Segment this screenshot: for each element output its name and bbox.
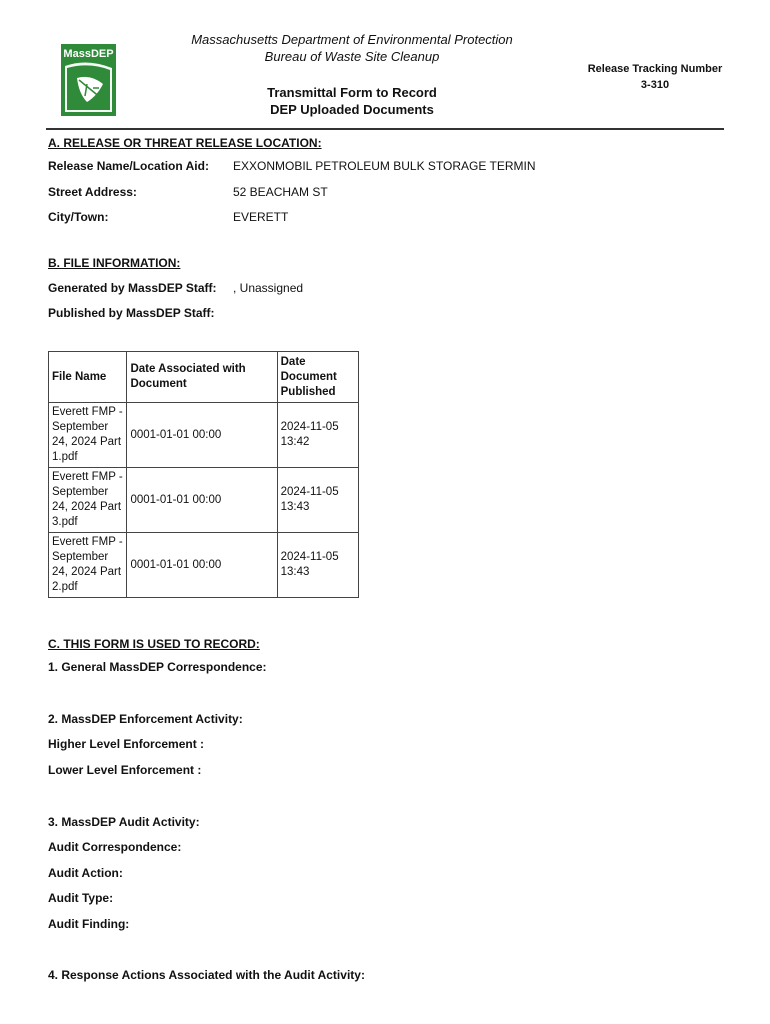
bureau-name: Bureau of Waste Site Cleanup bbox=[264, 49, 440, 64]
form-title-line1: Transmittal Form to Record bbox=[267, 85, 437, 100]
logo-text: MassDEP bbox=[63, 48, 114, 60]
section-b-heading: B. FILE INFORMATION: bbox=[48, 256, 181, 270]
date-associated-cell: 0001-01-01 00:00 bbox=[127, 533, 277, 598]
date-published-cell: 2024-11-05 13:42 bbox=[277, 403, 358, 468]
massdep-logo bbox=[57, 38, 120, 122]
response-actions-label: 4. Response Actions Associated with the Audit Activity: bbox=[48, 968, 365, 982]
department-name: Massachusetts Department of Environmental Protection bbox=[191, 32, 513, 47]
tracking-number: 3-310 bbox=[640, 79, 670, 91]
audit-correspondence-label: Audit Correspondence: bbox=[48, 840, 182, 854]
street-address-label: Street Address: bbox=[48, 185, 137, 199]
form-title-line2: DEP Uploaded Documents bbox=[270, 102, 434, 117]
col-file-name: File Name bbox=[49, 352, 127, 403]
file-name-cell: Everett FMP - September 24, 2024 Part 3.pdf bbox=[49, 468, 127, 533]
section-a-heading: A. RELEASE OR THREAT RELEASE LOCATION: bbox=[48, 136, 322, 150]
department-header bbox=[150, 31, 554, 65]
form-title bbox=[150, 84, 554, 118]
generated-by-label: Generated by MassDEP Staff: bbox=[48, 281, 217, 295]
file-name-cell: Everett FMP - September 24, 2024 Part 1.pdf bbox=[49, 403, 127, 468]
audit-type-label: Audit Type: bbox=[48, 891, 114, 905]
table-row bbox=[49, 403, 359, 468]
lower-enforcement-label: Lower Level Enforcement : bbox=[48, 763, 202, 777]
col-date-associated: Date Associated with Document bbox=[127, 352, 277, 403]
audit-activity-label: 3. MassDEP Audit Activity: bbox=[48, 815, 200, 829]
general-correspondence-label: 1. General MassDEP Correspondence: bbox=[48, 660, 267, 674]
date-published-cell: 2024-11-05 13:43 bbox=[277, 468, 358, 533]
section-c-heading: C. THIS FORM IS USED TO RECORD: bbox=[48, 637, 260, 651]
tracking-label: Release Tracking Number bbox=[587, 63, 723, 75]
city-town-value: EVERETT bbox=[233, 210, 289, 224]
file-table bbox=[48, 351, 359, 598]
file-name-cell: Everett FMP - September 24, 2024 Part 2.pdf bbox=[49, 533, 127, 598]
date-associated-cell: 0001-01-01 00:00 bbox=[127, 403, 277, 468]
enforcement-activity-label: 2. MassDEP Enforcement Activity: bbox=[48, 712, 243, 726]
table-row bbox=[49, 533, 359, 598]
audit-action-label: Audit Action: bbox=[48, 866, 123, 880]
street-address-value: 52 BEACHAM ST bbox=[233, 185, 328, 199]
higher-enforcement-label: Higher Level Enforcement : bbox=[48, 737, 205, 751]
generated-by-value: , Unassigned bbox=[233, 281, 304, 295]
release-name-value: EXXONMOBIL PETROLEUM BULK STORAGE TERMIN bbox=[233, 159, 536, 173]
release-tracking bbox=[570, 61, 740, 93]
date-associated-cell: 0001-01-01 00:00 bbox=[127, 468, 277, 533]
header-divider bbox=[46, 128, 724, 130]
release-name-label: Release Name/Location Aid: bbox=[48, 159, 209, 173]
published-by-label: Published by MassDEP Staff: bbox=[48, 306, 215, 320]
table-row bbox=[49, 468, 359, 533]
col-date-published: Date Document Published bbox=[277, 352, 358, 403]
city-town-label: City/Town: bbox=[48, 210, 109, 224]
table-header-row bbox=[49, 352, 359, 403]
date-published-cell: 2024-11-05 13:43 bbox=[277, 533, 358, 598]
audit-finding-label: Audit Finding: bbox=[48, 917, 130, 931]
